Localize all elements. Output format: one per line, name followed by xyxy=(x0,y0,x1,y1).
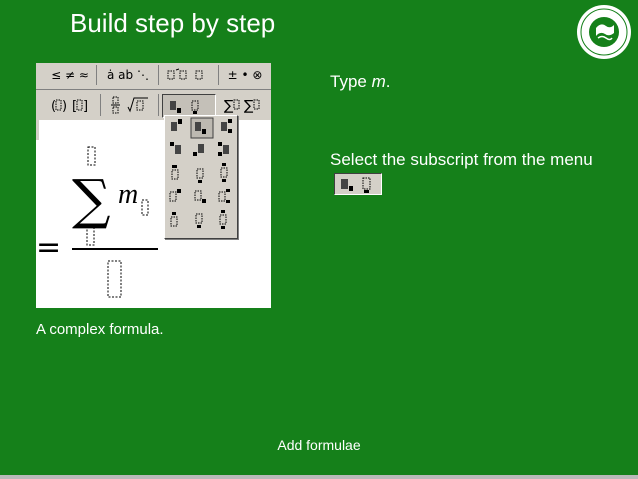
svg-text:∑: ∑ xyxy=(244,98,254,114)
template-box-sup xyxy=(170,189,181,201)
template-subscript-right-selected xyxy=(191,118,213,138)
slide-footer: Add formulae xyxy=(277,437,361,453)
instruction-step-select-subscript: Select the subscript from the menu xyxy=(330,148,620,196)
operators-palette-button[interactable]: ± • ⊗ xyxy=(227,68,263,82)
template-sub-superscript-left xyxy=(218,142,229,156)
template-superscript-right xyxy=(171,119,182,131)
slide-title: Build step by step xyxy=(70,8,276,38)
template-box-sub xyxy=(195,191,206,203)
variable-m: m xyxy=(118,179,139,210)
subscript-template-menu xyxy=(164,115,238,239)
relations-palette-button[interactable]: ≤ ≠ ≈ xyxy=(44,65,97,85)
equation-editor-screenshot xyxy=(36,63,271,308)
template-box-subsup xyxy=(219,189,230,203)
template-box-under xyxy=(196,214,202,228)
instruction-step-type-m: Type m. xyxy=(330,72,391,91)
svg-text:∑: ∑ xyxy=(224,98,234,114)
svg-text:(: ( xyxy=(51,99,57,113)
subscript-template-icon xyxy=(334,173,382,195)
template-box-over xyxy=(171,212,177,226)
template-over-under xyxy=(221,163,227,182)
institute-seal-logo xyxy=(576,4,632,60)
formula-caption: A complex formula. xyxy=(36,321,164,338)
bottom-border xyxy=(0,475,638,479)
denominator-slot xyxy=(108,261,121,297)
svg-text:]: ] xyxy=(83,99,89,113)
template-over xyxy=(172,165,178,179)
equals-sign: = xyxy=(36,230,62,265)
template-superscript-left xyxy=(170,142,181,154)
embellishments-palette-button[interactable]: ȧ ab ⋱ xyxy=(98,65,159,85)
sum-upper-limit-slot xyxy=(88,147,95,165)
summation-symbol: ∑ xyxy=(72,168,111,231)
svg-text:[: [ xyxy=(72,99,78,113)
template-under xyxy=(197,169,203,183)
template-sub-superscript-right xyxy=(221,119,232,133)
svg-text:): ) xyxy=(62,99,68,113)
template-box-overunder xyxy=(220,210,226,229)
subscript-slot xyxy=(142,200,148,215)
template-subscript-left xyxy=(193,144,204,156)
